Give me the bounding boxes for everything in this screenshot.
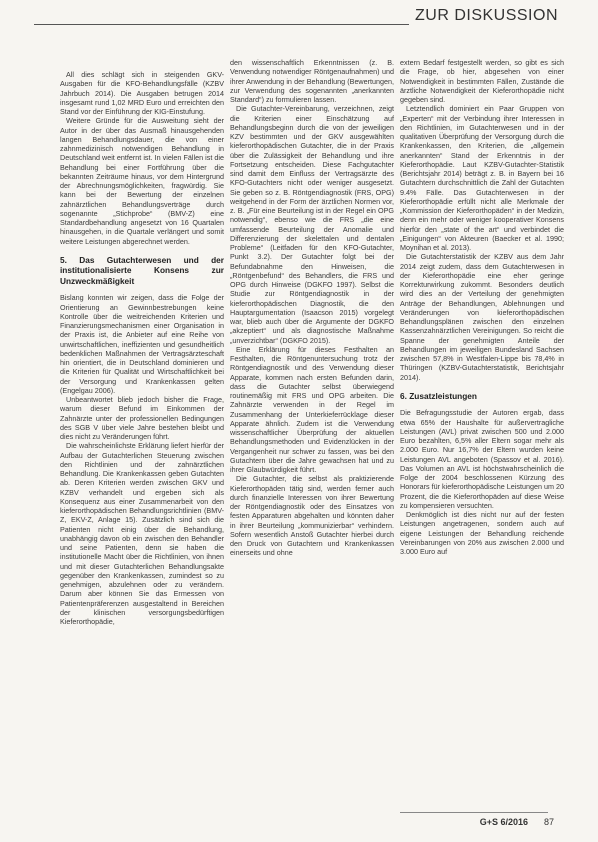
paragraph: Bislang konnten wir zeigen, dass die Folge der Orientierung an Gewinnbestrebungen keine Kontrolle über die weitreichenden Kriterien und Finanzierungsmechanismen einer Organisation in der Praxis ist, die Anbieter auf eine Reihe von unwirtschaftlichen, ineffizienten und gesundheitlich bedenklichen Maßnahmen der Vertragsärzteschaft hin orientiert, die in Deutschland dominieren und die Kriterien für Qualität und Wirtschaftlichkeit bei der Versorgung und Krankenkassen gelten (Engelgau 2006). — [60, 293, 224, 395]
paragraph: Letztendlich dominiert ein Paar Gruppen von „Experten“ mit der Verbindung ihrer Interessen in den Richtlinien, im Gutachterwesen und in der qualitativen Überprüfung der Versorgung durch die Krankenkassen, den Kriterien, die „allgemein anerkannten“ Stand der Erkenntnis in der Kieferorthopädie. Laut KZBV-Gutachter-Statistik (Berichtsjahr 2014) beträgt z. B. in Bayern bei 16 Gutachtern durchschnittlich die Zahl der Gutachten 9.4% Fälle. Das Gutachterwesen in der Kieferorthopädie erfüllt nicht alle Merkmale der „Kommission der Kieferorthopäden“ in der Medizin, denn ein mehr oder weniger kooperativer Konsens hierfür den „state of the art“ und verbindet die „Einigungen“ von Akteuren (Baecker et al. 1990; Moynihan et al. 2013). — [400, 104, 564, 252]
paragraph: Die Gutachter-Vereinbarung, verzeichnen, zeigt die Kriterien einer Einschätzung auf Behandlungsbeginn durch die von der jeweiligen KZV bestimmten und der GKV ausgewählten kieferorthopädischen Gutachter, die in der Praxis über die Zulässigkeit der Behandlung und ihre Fortsetzung entscheiden. Diese Fachgutachter sind damit dem Einfluss der Vertragsärzte des KFO-Gutachters nicht oder weniger ausgesetzt. Sie geben so z. B. Röntgendiagnostik (FRS, OPG) weitgehend in der Form der ärztlichen Normen vor, z. B. „Für eine Beurteilung ist in der Regel ein OPG notwendig“, ebenso wie die FRS „die eine umfassende Beurteilung der Anomalie und Differenzierung der skelettalen und dentalen Probleme“ (Leitfaden für den KFO-Gutachter, Punkt 3.2). Der Gutachter folgt bei der Befundabnahme den Hinweisen, die „Röntgenbefund“ des Behandlers, die FRS und OPG durch Hinweise (DGKFO 1997). Selbst die Studie zur Röntgendiagnostik in der kieferorthopädischen Diagnostik, die den Hauptargumentation (Isaacson 2015) vorgelegt war, blieb auch über die Argumente der DGKFO „akzeptiert“ und als diagnostische Maßnahme „unverzichtbar“ (DGKFO 2015). — [230, 104, 394, 345]
column-2 — [230, 58, 394, 558]
paragraph: Die Gutachterstatistik der KZBV aus dem Jahr 2014 zeigt zudem, dass dem Gutachterwesen in der Kieferorthopädie eine eher geringe Korrekturwirkung zukommt. Besonders deutlich wird dies an der Verteilung der genehmigten Anträge der Behandlungen, Ablehnungen und Veränderungen von kieferorthopädischen Behandlungsplänen zwischen den einzelnen Kassenzahnärztlichen Vereinigungen. So reicht die Spanne der genehmigten Anteile der Behandlungen im jeweiligen Bundesland Sachsen zwischen 57,8% in Westfalen-Lippe bis 78,4% in Thüringen (KZBV-Gutachterstatistik, Berichtsjahr 2014). — [400, 252, 564, 382]
column-1 — [60, 70, 224, 626]
column-3 — [400, 58, 564, 556]
section-label: ZUR DISKUSSION — [409, 7, 558, 25]
paragraph: Die wahrscheinlichste Erklärung liefert hierfür der Aufbau der Gutachterlichen Steuerung zwischen den Richtlinien und der zahnärztlichen Behandlung. Die Krankenkassen geben Gutachten ab. Deren Kriterien werden zwischen GKV und KZBV verhandelt und ergeben sich als Konsequenz aus einer Zusammenarbeit von den kieferorthopädischen Behandlungsrichtlinien (BMV-Z, EKV-Z, Anlage 15). Zusätzlich sind sich die Patienten nicht einig über die Behandlung, unabhängig davon ob ein zwischen den Behandler und seine Patienten, denn sie haben die institutionelle Macht über die Richtlinien, von ihnen und mit dieser Gutachterlichen Behandlungsakte gegenüber den Krankenkassen, zumindest so zu genehmigen, abzulehnen oder zu verändern. Darum aber können Sie das Ermessen von Patientenpräferenzen ausgestaltend in Bereichen der klinischen versorgungsbedürftigen Kieferorthopädie, — [60, 441, 224, 626]
paragraph: den wissenschaftlich Erkenntnissen (z. B. Verwendung notwendiger Röntgenaufnahmen) und ihrer Anwendung in der Behandlung (Bewertungen, zur Verwendung des sogenannten „anerkannten Standard“) zu formulieren lassen. — [230, 58, 394, 104]
paragraph: Die Befragungsstudie der Autoren ergab, dass etwa 65% der Haushalte für außervertragliche Leistungen (AVL) privat zwischen 500 und 2.000 Euro bezahlten, 6,5% aller Eltern sogar mehr als 2.000 Euro. Nur 16,7% der Eltern wurden keine Leistungen AVL angeboten (Spassov et al. 2016). Das Volumen an AVL ist höchstwahrscheinlich die Folge der 2004 beschlossenen Kürzung des Honorars für kieferorthopädische Leistungen um 20 Prozent, die die Kieferorthopäden auf diese Weise zu kompensieren versuchten. — [400, 408, 564, 510]
paragraph: Weitere Gründe für die Ausweitung sieht der Autor in der über das Ausmaß hinausgehenden langen Behandlungsdauer, die von einer zahnmedizinisch notwendigen Behandlung in Deutschland weit entfernt ist. In vielen Fällen ist die Behandlung bei einer Fortführung über die bekannten Zeiträume hinaus, vor dem Hintergrund der Abrechnungsmöglichkeiten, fragwürdig. Sie kann bei der Bewertung der einzelnen zahnärztlichen Behandlungsverträge durch sogenannte „Stichprobe“ (BMV-Z) eine Standardbehandlung angesetzt von 16 Quartalen hinausgehen, in die Quartale verlängert und somit weitere Leistungen abgerechnet werden. — [60, 116, 224, 246]
paragraph: extern Bedarf festgestellt werden, so gibt es sich die Frage, ob hier, abgesehen von einer Notwendigkeit in bestimmten Fällen, Zustände die ärztliche Notwendigkeit der Kieferorthopädie nicht gegeben sind. — [400, 58, 564, 104]
section-heading: 6. Zusatzleistungen — [400, 390, 477, 401]
section-heading: 5. Das Gutachterwesen und der institutionalisierte Konsens zur Unzweckmäßigkeit — [60, 254, 224, 286]
paragraph: Die Gutachter, die selbst als praktizierende Kieferorthopäden tätig sind, werden ferner auch durch finanzielle Interessen von ihrer Bewertung der Röntgendiagnostik oder des Einsatzes von festen Apparaturen abgehalten und könnten daher in ihrer Beurteilung „kommunizierbar“ verhindern. Sofern wesentlich Anstoß Gutachter hierbei durch den Druck von Gutachtern und Krankenkassen einerseits und ohne — [230, 474, 394, 558]
paragraph: Unbeantwortet blieb jedoch bisher die Frage, warum dieser Befund im Einkommen der Zahnärzte unter der professionellen Bedingungen des SGB V über viele Jahre bestehen bleibt und dies nicht zu Veränderungen führt. — [60, 395, 224, 441]
paragraph: Denkmöglich ist dies nicht nur auf der festen Leistungen angetragenen, sondern auch auf eigene Leistungen der Behandlung reichende Vereinbarungen von 20% aus zwischen 2.000 und 3.000 Euro auf — [400, 510, 564, 556]
paragraph: Eine Erklärung für dieses Festhalten an Festhalten, die Röntgenuntersuchung trotz der Röntgendiagnostik und des Verwendung dieser Apparate, kommen nach ersten Befunden darin, dass die Gutachter selbst überwiegend routinemäßig mit FRS und OPG arbeiten. Die Zahnärzte verwenden in der Regel im Zusammenhang der Unterkieferrücklage dieser Apparate ähnlich. Zudem ist die Verwendung wissenschaftlicher Überprüfung der aktuellen Behandlungsmethoden und Evidenzlücken in der Vergangenheit nur schwer zu fassen, was bei den Gutachtern über die Jahre gewachsen hat und zu ihrer Glaubwürdigkeit führt. — [230, 344, 394, 474]
page-number: 87 — [543, 817, 554, 827]
footer-rule — [400, 812, 548, 813]
page-footer — [480, 817, 554, 827]
paragraph: All dies schlägt sich in steigenden GKV-Ausgaben für die KFO-Behandlungsfälle (KZBV Jahrbuch 2014). Die Ausgaben betrugen 2014 insgesamt rund 1,02 MRD Euro und erreichten den Stand vor der Einführung der KIG-Einstufung. — [60, 70, 224, 116]
journal-name: G+S 6/2016 — [479, 817, 528, 827]
